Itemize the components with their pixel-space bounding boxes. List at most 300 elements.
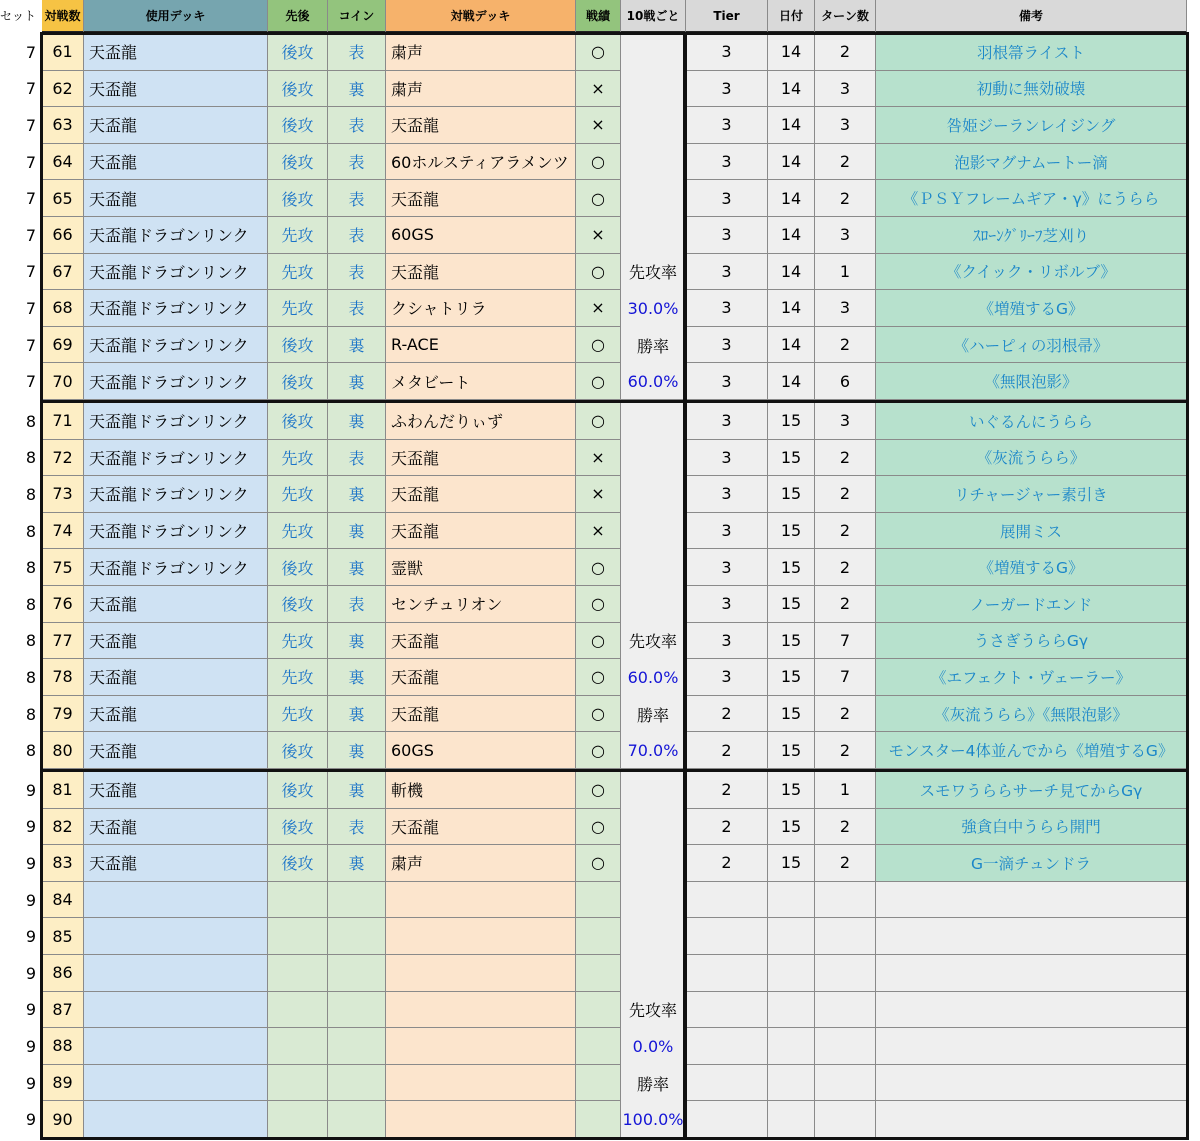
- result-cell[interactable]: ○: [576, 772, 621, 809]
- tier-cell[interactable]: 2: [686, 732, 768, 769]
- opponent-deck-cell[interactable]: [386, 1028, 576, 1065]
- result-cell[interactable]: [576, 918, 621, 955]
- match-number-cell: 68: [42, 290, 84, 327]
- used-deck-cell[interactable]: [84, 882, 268, 919]
- note-cell[interactable]: [876, 1065, 1187, 1102]
- date-cell[interactable]: 15: [768, 440, 815, 477]
- date-cell[interactable]: 15: [768, 659, 815, 696]
- coin-cell[interactable]: 裏: [328, 623, 386, 660]
- turn-order-cell[interactable]: 後攻: [268, 327, 328, 364]
- set-number: 9: [25, 1036, 36, 1056]
- opponent-deck-cell[interactable]: ふわんだりぃず: [386, 403, 576, 440]
- tier-cell[interactable]: 2: [686, 772, 768, 809]
- note-cell[interactable]: [876, 882, 1187, 919]
- turn-count-cell[interactable]: 1: [815, 254, 876, 291]
- coin-cell[interactable]: 裏: [328, 696, 386, 733]
- note-cell[interactable]: 《無限泡影》: [876, 363, 1187, 400]
- tier-cell[interactable]: 3: [686, 513, 768, 550]
- turn-order-cell[interactable]: 後攻: [268, 586, 328, 623]
- turn-order-cell[interactable]: 先攻: [268, 513, 328, 550]
- result-cell[interactable]: ×: [576, 290, 621, 327]
- tier-cell[interactable]: 3: [686, 34, 768, 71]
- result-cell[interactable]: [576, 1065, 621, 1102]
- note-cell[interactable]: [876, 918, 1187, 955]
- date-cell[interactable]: 14: [768, 107, 815, 144]
- turn-count-cell[interactable]: 7: [815, 659, 876, 696]
- date-cell[interactable]: 14: [768, 254, 815, 291]
- opponent-deck-cell[interactable]: 60ホルスティアラメンツ: [386, 144, 576, 181]
- match-number-cell: 88: [42, 1028, 84, 1065]
- match-number-cell: 76: [42, 586, 84, 623]
- result-cell[interactable]: [576, 955, 621, 992]
- set-number: 9: [25, 890, 36, 910]
- column-header-coin[interactable]: コイン: [328, 0, 386, 33]
- column-header-deck[interactable]: 使用デッキ: [84, 0, 268, 33]
- turn-count-cell[interactable]: 2: [815, 696, 876, 733]
- tier-cell[interactable]: 2: [686, 809, 768, 846]
- used-deck-cell[interactable]: 天盃龍ドラゴンリンク: [84, 476, 268, 513]
- opponent-deck-cell[interactable]: 天盃龍: [386, 476, 576, 513]
- match-number-cell: 65: [42, 180, 84, 217]
- tier-cell[interactable]: 3: [686, 327, 768, 364]
- result-cell[interactable]: ×: [576, 513, 621, 550]
- note-cell[interactable]: 《増殖するG》: [876, 290, 1187, 327]
- set-number: 9: [25, 780, 36, 800]
- note-cell[interactable]: 《灰流うらら》《無限泡影》: [876, 696, 1187, 733]
- result-cell[interactable]: ○: [576, 254, 621, 291]
- date-cell[interactable]: 14: [768, 34, 815, 71]
- column-header-note[interactable]: 備考: [876, 0, 1187, 33]
- tier-cell[interactable]: 3: [686, 623, 768, 660]
- result-cell[interactable]: ○: [576, 34, 621, 71]
- opponent-deck-cell[interactable]: 天盃龍: [386, 107, 576, 144]
- tier-cell[interactable]: [686, 882, 768, 919]
- note-cell[interactable]: スモワうららサーチ見てからGγ: [876, 772, 1187, 809]
- turn-order-cell[interactable]: 後攻: [268, 71, 328, 108]
- result-cell[interactable]: ×: [576, 107, 621, 144]
- turn-order-cell[interactable]: 後攻: [268, 107, 328, 144]
- turn-count-cell[interactable]: 3: [815, 403, 876, 440]
- date-cell[interactable]: 15: [768, 623, 815, 660]
- tier-cell[interactable]: 3: [686, 71, 768, 108]
- used-deck-cell[interactable]: 天盃龍ドラゴンリンク: [84, 254, 268, 291]
- opponent-deck-cell[interactable]: クシャトリラ: [386, 290, 576, 327]
- column-header-ten[interactable]: 10戦ごと: [621, 0, 686, 33]
- date-cell[interactable]: 14: [768, 327, 815, 364]
- coin-cell[interactable]: [328, 1101, 386, 1138]
- column-header-turns[interactable]: ターン数: [815, 0, 876, 33]
- note-cell[interactable]: 羽根箒ライスト: [876, 34, 1187, 71]
- used-deck-cell[interactable]: 天盃龍ドラゴンリンク: [84, 363, 268, 400]
- coin-cell[interactable]: [328, 992, 386, 1029]
- date-cell[interactable]: 14: [768, 290, 815, 327]
- note-cell[interactable]: いぐるんにうらら: [876, 403, 1187, 440]
- note-cell[interactable]: [876, 1028, 1187, 1065]
- used-deck-cell[interactable]: 天盃龍ドラゴンリンク: [84, 403, 268, 440]
- opponent-deck-cell[interactable]: [386, 918, 576, 955]
- date-cell[interactable]: 15: [768, 772, 815, 809]
- turn-order-cell[interactable]: 先攻: [268, 696, 328, 733]
- turn-order-cell[interactable]: 後攻: [268, 180, 328, 217]
- turn-order-cell[interactable]: [268, 882, 328, 919]
- date-cell[interactable]: [768, 1065, 815, 1102]
- note-cell[interactable]: G一滴チュンドラ: [876, 845, 1187, 882]
- result-cell[interactable]: ×: [576, 71, 621, 108]
- tier-cell[interactable]: 3: [686, 586, 768, 623]
- turn-count-cell[interactable]: 3: [815, 107, 876, 144]
- turn-order-cell[interactable]: 後攻: [268, 34, 328, 71]
- used-deck-cell[interactable]: [84, 955, 268, 992]
- used-deck-cell[interactable]: 天盃龍ドラゴンリンク: [84, 290, 268, 327]
- tier-cell[interactable]: [686, 955, 768, 992]
- set-number: 9: [25, 1073, 36, 1093]
- date-cell[interactable]: 14: [768, 144, 815, 181]
- used-deck-cell[interactable]: [84, 918, 268, 955]
- result-cell[interactable]: ○: [576, 586, 621, 623]
- turn-count-cell[interactable]: 3: [815, 217, 876, 254]
- result-cell[interactable]: ×: [576, 217, 621, 254]
- used-deck-cell[interactable]: 天盃龍ドラゴンリンク: [84, 440, 268, 477]
- note-cell[interactable]: 《灰流うらら》: [876, 440, 1187, 477]
- turn-count-cell[interactable]: 3: [815, 71, 876, 108]
- coin-cell[interactable]: 表: [328, 180, 386, 217]
- used-deck-cell[interactable]: [84, 1101, 268, 1138]
- date-cell[interactable]: 15: [768, 513, 815, 550]
- note-cell[interactable]: [876, 992, 1187, 1029]
- turn-count-cell[interactable]: 2: [815, 845, 876, 882]
- result-cell[interactable]: [576, 882, 621, 919]
- turn-order-cell[interactable]: 後攻: [268, 772, 328, 809]
- opponent-deck-cell[interactable]: 天盃龍: [386, 513, 576, 550]
- date-cell[interactable]: 15: [768, 696, 815, 733]
- turn-count-cell[interactable]: [815, 1028, 876, 1065]
- note-cell[interactable]: ノーガードエンド: [876, 586, 1187, 623]
- tier-cell[interactable]: 2: [686, 845, 768, 882]
- turn-count-cell[interactable]: 2: [815, 34, 876, 71]
- tier-cell[interactable]: [686, 1028, 768, 1065]
- used-deck-cell[interactable]: [84, 992, 268, 1029]
- turn-count-cell[interactable]: [815, 992, 876, 1029]
- turn-count-cell[interactable]: 2: [815, 513, 876, 550]
- coin-cell[interactable]: 表: [328, 34, 386, 71]
- coin-cell[interactable]: [328, 882, 386, 919]
- note-cell[interactable]: [876, 1101, 1187, 1138]
- note-cell[interactable]: [876, 955, 1187, 992]
- used-deck-cell[interactable]: 天盃龍: [84, 180, 268, 217]
- opponent-deck-cell[interactable]: 60GS: [386, 732, 576, 769]
- tier-cell[interactable]: 3: [686, 440, 768, 477]
- date-cell[interactable]: 14: [768, 180, 815, 217]
- result-cell[interactable]: ×: [576, 440, 621, 477]
- date-cell[interactable]: [768, 1101, 815, 1138]
- note-cell[interactable]: ｽﾛｰﾝｸﾞﾘｰﾌ芝刈り: [876, 217, 1187, 254]
- date-cell[interactable]: 15: [768, 403, 815, 440]
- note-cell[interactable]: うさぎうららGγ: [876, 623, 1187, 660]
- used-deck-cell[interactable]: 天盃龍: [84, 144, 268, 181]
- coin-cell[interactable]: 裏: [328, 845, 386, 882]
- used-deck-cell[interactable]: 天盃龍: [84, 845, 268, 882]
- turn-order-cell[interactable]: 後攻: [268, 809, 328, 846]
- used-deck-cell[interactable]: 天盃龍: [84, 696, 268, 733]
- date-cell[interactable]: [768, 882, 815, 919]
- column-header-tier[interactable]: Tier: [686, 0, 768, 33]
- turn-count-cell[interactable]: 7: [815, 623, 876, 660]
- coin-cell[interactable]: 表: [328, 809, 386, 846]
- coin-cell[interactable]: [328, 955, 386, 992]
- date-cell[interactable]: 15: [768, 809, 815, 846]
- date-cell[interactable]: 14: [768, 71, 815, 108]
- date-cell[interactable]: 15: [768, 845, 815, 882]
- tier-cell[interactable]: 3: [686, 254, 768, 291]
- tier-cell[interactable]: 3: [686, 476, 768, 513]
- used-deck-cell[interactable]: 天盃龍ドラゴンリンク: [84, 513, 268, 550]
- turn-count-cell[interactable]: [815, 955, 876, 992]
- turn-count-cell[interactable]: 2: [815, 476, 876, 513]
- date-cell[interactable]: [768, 955, 815, 992]
- opponent-deck-cell[interactable]: 天盃龍: [386, 180, 576, 217]
- tier-cell[interactable]: 3: [686, 363, 768, 400]
- column-header-num[interactable]: 対戦数: [42, 0, 84, 33]
- turn-count-cell[interactable]: 2: [815, 809, 876, 846]
- note-cell[interactable]: モンスター4体並んでから《増殖するG》: [876, 732, 1187, 769]
- coin-cell[interactable]: [328, 918, 386, 955]
- result-cell[interactable]: [576, 1101, 621, 1138]
- opponent-deck-cell[interactable]: 粛声: [386, 845, 576, 882]
- coin-cell[interactable]: 裏: [328, 513, 386, 550]
- opponent-deck-cell[interactable]: [386, 955, 576, 992]
- match-number-cell: 78: [42, 659, 84, 696]
- note-cell[interactable]: 咎姫ジーランレイジング: [876, 107, 1187, 144]
- turn-order-cell[interactable]: [268, 918, 328, 955]
- used-deck-cell[interactable]: 天盃龍: [84, 732, 268, 769]
- used-deck-cell[interactable]: 天盃龍ドラゴンリンク: [84, 327, 268, 364]
- opponent-deck-cell[interactable]: [386, 1065, 576, 1102]
- result-cell[interactable]: ○: [576, 363, 621, 400]
- tier-cell[interactable]: 3: [686, 144, 768, 181]
- coin-cell[interactable]: 表: [328, 107, 386, 144]
- turn-count-cell[interactable]: [815, 1065, 876, 1102]
- set-number: 7: [25, 152, 36, 172]
- opponent-deck-cell[interactable]: [386, 992, 576, 1029]
- result-cell[interactable]: ○: [576, 732, 621, 769]
- set-number: 9: [25, 853, 36, 873]
- result-cell[interactable]: ○: [576, 403, 621, 440]
- used-deck-cell[interactable]: 天盃龍ドラゴンリンク: [84, 217, 268, 254]
- match-number-cell: 64: [42, 144, 84, 181]
- date-cell[interactable]: [768, 1028, 815, 1065]
- opponent-deck-cell[interactable]: [386, 882, 576, 919]
- turn-count-cell[interactable]: [815, 882, 876, 919]
- match-number-cell: 79: [42, 696, 84, 733]
- coin-cell[interactable]: 裏: [328, 363, 386, 400]
- tier-cell[interactable]: 3: [686, 659, 768, 696]
- turn-order-cell[interactable]: 先攻: [268, 623, 328, 660]
- set-number: 7: [25, 115, 36, 135]
- column-header-date[interactable]: 日付: [768, 0, 815, 33]
- turn-order-cell[interactable]: 後攻: [268, 363, 328, 400]
- result-cell[interactable]: ○: [576, 623, 621, 660]
- note-cell[interactable]: リチャージャー素引き: [876, 476, 1187, 513]
- turn-order-cell[interactable]: 先攻: [268, 290, 328, 327]
- result-cell[interactable]: [576, 992, 621, 1029]
- turn-count-cell[interactable]: [815, 918, 876, 955]
- opponent-deck-cell[interactable]: 天盃龍: [386, 659, 576, 696]
- tier-cell[interactable]: 3: [686, 290, 768, 327]
- result-cell[interactable]: ×: [576, 476, 621, 513]
- opponent-deck-cell[interactable]: 斬機: [386, 772, 576, 809]
- opponent-deck-cell[interactable]: 天盃龍: [386, 696, 576, 733]
- tier-cell[interactable]: 3: [686, 180, 768, 217]
- opponent-deck-cell[interactable]: メタビート: [386, 363, 576, 400]
- tier-cell[interactable]: [686, 1065, 768, 1102]
- note-cell[interactable]: 展開ミス: [876, 513, 1187, 550]
- date-cell[interactable]: 15: [768, 476, 815, 513]
- used-deck-cell[interactable]: 天盃龍: [84, 659, 268, 696]
- tier-cell[interactable]: 2: [686, 696, 768, 733]
- result-cell[interactable]: ○: [576, 696, 621, 733]
- coin-cell[interactable]: 表: [328, 586, 386, 623]
- date-cell[interactable]: 14: [768, 363, 815, 400]
- turn-order-cell[interactable]: [268, 955, 328, 992]
- result-cell[interactable]: ○: [576, 327, 621, 364]
- match-number-cell: 71: [42, 403, 84, 440]
- turn-count-cell[interactable]: 2: [815, 440, 876, 477]
- result-cell[interactable]: ○: [576, 144, 621, 181]
- tier-cell[interactable]: [686, 992, 768, 1029]
- coin-cell[interactable]: 表: [328, 440, 386, 477]
- used-deck-cell[interactable]: 天盃龍: [84, 772, 268, 809]
- coin-cell[interactable]: 裏: [328, 732, 386, 769]
- column-header-opp[interactable]: 対戦デッキ: [386, 0, 576, 33]
- turn-order-cell[interactable]: 後攻: [268, 403, 328, 440]
- turn-order-cell[interactable]: 後攻: [268, 549, 328, 586]
- turn-order-cell[interactable]: [268, 992, 328, 1029]
- date-cell[interactable]: 15: [768, 586, 815, 623]
- date-cell[interactable]: [768, 918, 815, 955]
- coin-cell[interactable]: 裏: [328, 476, 386, 513]
- opponent-deck-cell[interactable]: 霊獣: [386, 549, 576, 586]
- coin-cell[interactable]: 裏: [328, 772, 386, 809]
- note-cell[interactable]: 《ハーピィの羽根帚》: [876, 327, 1187, 364]
- result-cell[interactable]: ○: [576, 549, 621, 586]
- turn-order-cell[interactable]: [268, 1101, 328, 1138]
- set-number: 8: [25, 411, 36, 431]
- set-number: 9: [25, 817, 36, 837]
- result-cell[interactable]: [576, 1028, 621, 1065]
- turn-order-cell[interactable]: 先攻: [268, 440, 328, 477]
- used-deck-cell[interactable]: 天盃龍ドラゴンリンク: [84, 549, 268, 586]
- note-cell[interactable]: 《増殖するG》: [876, 549, 1187, 586]
- set-number: 7: [25, 298, 36, 318]
- turn-count-cell[interactable]: 2: [815, 732, 876, 769]
- coin-cell[interactable]: 裏: [328, 71, 386, 108]
- used-deck-cell[interactable]: 天盃龍: [84, 34, 268, 71]
- turn-order-cell[interactable]: 先攻: [268, 254, 328, 291]
- turn-count-cell[interactable]: 2: [815, 327, 876, 364]
- turn-count-cell[interactable]: 3: [815, 290, 876, 327]
- opponent-deck-cell[interactable]: R-ACE: [386, 327, 576, 364]
- result-cell[interactable]: ○: [576, 659, 621, 696]
- note-cell[interactable]: 《ＰＳＹフレームギア・γ》にうらら: [876, 180, 1187, 217]
- used-deck-cell[interactable]: 天盃龍: [84, 809, 268, 846]
- note-cell[interactable]: 《エフェクト・ヴェーラー》: [876, 659, 1187, 696]
- result-cell[interactable]: ○: [576, 845, 621, 882]
- turn-count-cell[interactable]: 2: [815, 180, 876, 217]
- column-header-result[interactable]: 戦績: [576, 0, 621, 33]
- turn-count-cell[interactable]: 2: [815, 144, 876, 181]
- turn-order-cell[interactable]: 先攻: [268, 476, 328, 513]
- tier-cell[interactable]: [686, 1101, 768, 1138]
- tier-cell[interactable]: 3: [686, 107, 768, 144]
- turn-count-cell[interactable]: [815, 1101, 876, 1138]
- used-deck-cell[interactable]: 天盃龍: [84, 107, 268, 144]
- coin-cell[interactable]: 表: [328, 254, 386, 291]
- turn-order-cell[interactable]: 先攻: [268, 217, 328, 254]
- tier-cell[interactable]: [686, 918, 768, 955]
- turn-order-cell[interactable]: 後攻: [268, 732, 328, 769]
- coin-cell[interactable]: [328, 1028, 386, 1065]
- coin-cell[interactable]: 裏: [328, 403, 386, 440]
- opponent-deck-cell[interactable]: 60GS: [386, 217, 576, 254]
- turn-count-cell[interactable]: 6: [815, 363, 876, 400]
- tier-cell[interactable]: 3: [686, 403, 768, 440]
- turn-count-cell[interactable]: 2: [815, 549, 876, 586]
- turn-order-cell[interactable]: [268, 1028, 328, 1065]
- used-deck-cell[interactable]: 天盃龍: [84, 586, 268, 623]
- result-cell[interactable]: ○: [576, 809, 621, 846]
- opponent-deck-cell[interactable]: 天盃龍: [386, 440, 576, 477]
- result-cell[interactable]: ○: [576, 180, 621, 217]
- turn-count-cell[interactable]: 1: [815, 772, 876, 809]
- used-deck-cell[interactable]: 天盃龍: [84, 71, 268, 108]
- date-cell[interactable]: 15: [768, 732, 815, 769]
- opponent-deck-cell[interactable]: 粛声: [386, 71, 576, 108]
- note-cell[interactable]: 強貪白中うらら開門: [876, 809, 1187, 846]
- coin-cell[interactable]: 裏: [328, 327, 386, 364]
- date-cell[interactable]: 15: [768, 549, 815, 586]
- opponent-deck-cell[interactable]: 天盃龍: [386, 254, 576, 291]
- coin-cell[interactable]: 表: [328, 144, 386, 181]
- used-deck-cell[interactable]: 天盃龍: [84, 623, 268, 660]
- turn-count-cell[interactable]: 2: [815, 586, 876, 623]
- opponent-deck-cell[interactable]: 粛声: [386, 34, 576, 71]
- opponent-deck-cell[interactable]: [386, 1101, 576, 1138]
- turn-order-cell[interactable]: 先攻: [268, 659, 328, 696]
- turn-order-cell[interactable]: 後攻: [268, 144, 328, 181]
- note-cell[interactable]: 初動に無効破壊: [876, 71, 1187, 108]
- date-cell[interactable]: 14: [768, 217, 815, 254]
- note-cell[interactable]: 《クイック・リボルブ》: [876, 254, 1187, 291]
- coin-cell[interactable]: 表: [328, 217, 386, 254]
- turn-order-cell[interactable]: [268, 1065, 328, 1102]
- opponent-deck-cell[interactable]: 天盃龍: [386, 623, 576, 660]
- tier-cell[interactable]: 3: [686, 217, 768, 254]
- opponent-deck-cell[interactable]: センチュリオン: [386, 586, 576, 623]
- used-deck-cell[interactable]: [84, 1028, 268, 1065]
- match-number-cell: 69: [42, 327, 84, 364]
- coin-cell[interactable]: 表: [328, 290, 386, 327]
- tier-cell[interactable]: 3: [686, 549, 768, 586]
- coin-cell[interactable]: [328, 1065, 386, 1102]
- opponent-deck-cell[interactable]: 天盃龍: [386, 809, 576, 846]
- date-cell[interactable]: [768, 992, 815, 1029]
- coin-cell[interactable]: 裏: [328, 659, 386, 696]
- note-cell[interactable]: 泡影マグナムートー滴: [876, 144, 1187, 181]
- coin-cell[interactable]: 裏: [328, 549, 386, 586]
- used-deck-cell[interactable]: [84, 1065, 268, 1102]
- turn-order-cell[interactable]: 後攻: [268, 845, 328, 882]
- column-header-order[interactable]: 先後: [268, 0, 328, 33]
